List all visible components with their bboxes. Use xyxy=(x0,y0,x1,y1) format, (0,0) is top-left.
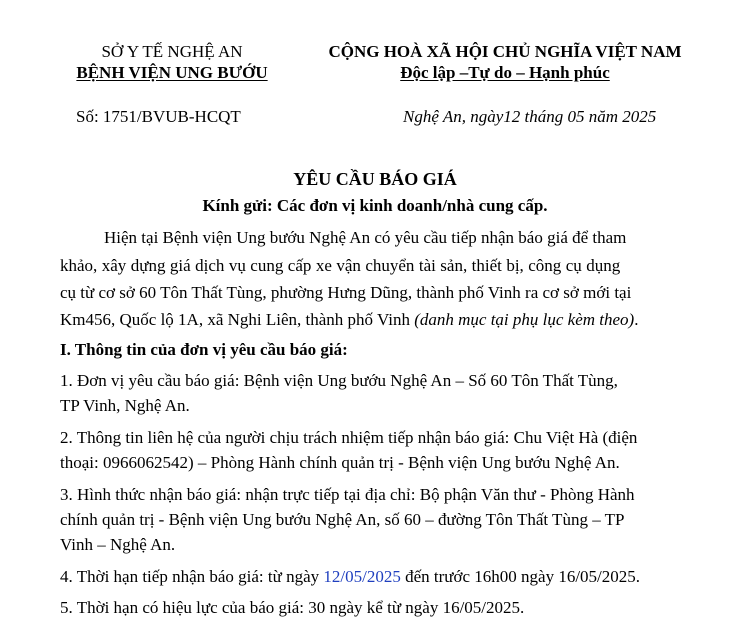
intro-line-3: cụ từ cơ sở 60 Tôn Thất Tùng, phường Hưng Dũng, thành phố Vinh ra cơ sở mới tại xyxy=(60,283,632,302)
item-2-line-1: 2. Thông tin liên hệ của người chịu trách nhiệm tiếp nhận báo giá: Chu Việt Hà (điện xyxy=(60,428,638,447)
item-2-line-2: thoại: 0966062542) – Phòng Hành chính quản trị - Bệnh viện Ung bướu Nghệ An. xyxy=(60,453,620,472)
item-3-line-1: 3. Hình thức nhận báo giá: nhận trực tiếp tại địa chỉ: Bộ phận Văn thư - Phòng Hành xyxy=(60,485,635,504)
item-1-line-1: 1. Đơn vị yêu cầu báo giá: Bệnh viện Ung bướu Nghệ An – Số 60 Tôn Thất Tùng, xyxy=(60,371,618,390)
item-3-line-2: chính quản trị - Bệnh viện Ung bướu Nghệ An, số 60 – đường Tôn Thất Tùng – TP xyxy=(60,510,625,529)
intro-line-2: khảo, xây dựng giá dịch vụ cung cấp xe vận chuyển tài sản, thiết bị, công cụ dụng xyxy=(60,256,621,275)
item-4 xyxy=(60,567,640,587)
intro-line-4 xyxy=(60,310,638,330)
item-1-line-2: TP Vinh, Nghệ An. xyxy=(60,396,190,415)
recipient-line: Kính gửi: Các đơn vị kinh doanh/nhà cung cấp. xyxy=(202,196,548,215)
item-5: 5. Thời hạn có hiệu lực của báo giá: 30 ngày kể từ ngày 16/05/2025. xyxy=(60,598,525,617)
document-number: Số: 1751/BVUB-HCQT xyxy=(76,107,241,126)
country-name: CỘNG HOÀ XÃ HỘI CHỦ NGHĨA VIỆT NAM xyxy=(328,42,682,61)
item-4-text: 4. Thời hạn tiếp nhận báo giá: từ ngày xyxy=(60,567,324,586)
item-4-end-text: đến trước 16h00 ngày 16/05/2025. xyxy=(400,567,641,586)
item-3-line-3: Vinh – Nghệ An. xyxy=(60,535,176,554)
document-title: YÊU CẦU BÁO GIÁ xyxy=(293,169,457,189)
section-1-heading: I. Thông tin của đơn vị yêu cầu báo giá: xyxy=(60,340,348,359)
agency-name: SỞ Y TẾ NGHỆ AN xyxy=(101,42,243,61)
intro-line-1: Hiện tại Bệnh viện Ung bướu Nghệ An có yêu cầu tiếp nhận báo giá để tham xyxy=(104,228,627,247)
intro-line-4-end: . xyxy=(634,310,639,329)
document-date: Nghệ An, ngày12 tháng 05 năm 2025 xyxy=(403,107,657,126)
hospital-name: BỆNH VIỆN UNG BƯỚU xyxy=(76,63,268,82)
intro-line-4-text: Km456, Quốc lộ 1A, xã Nghi Liên, thành phố Vinh xyxy=(60,310,415,329)
intro-appendix-note: (danh mục tại phụ lục kèm theo) xyxy=(414,310,635,329)
item-4-start-date: 12/05/2025 xyxy=(323,567,401,586)
national-motto: Độc lập –Tự do – Hạnh phúc xyxy=(400,63,610,82)
